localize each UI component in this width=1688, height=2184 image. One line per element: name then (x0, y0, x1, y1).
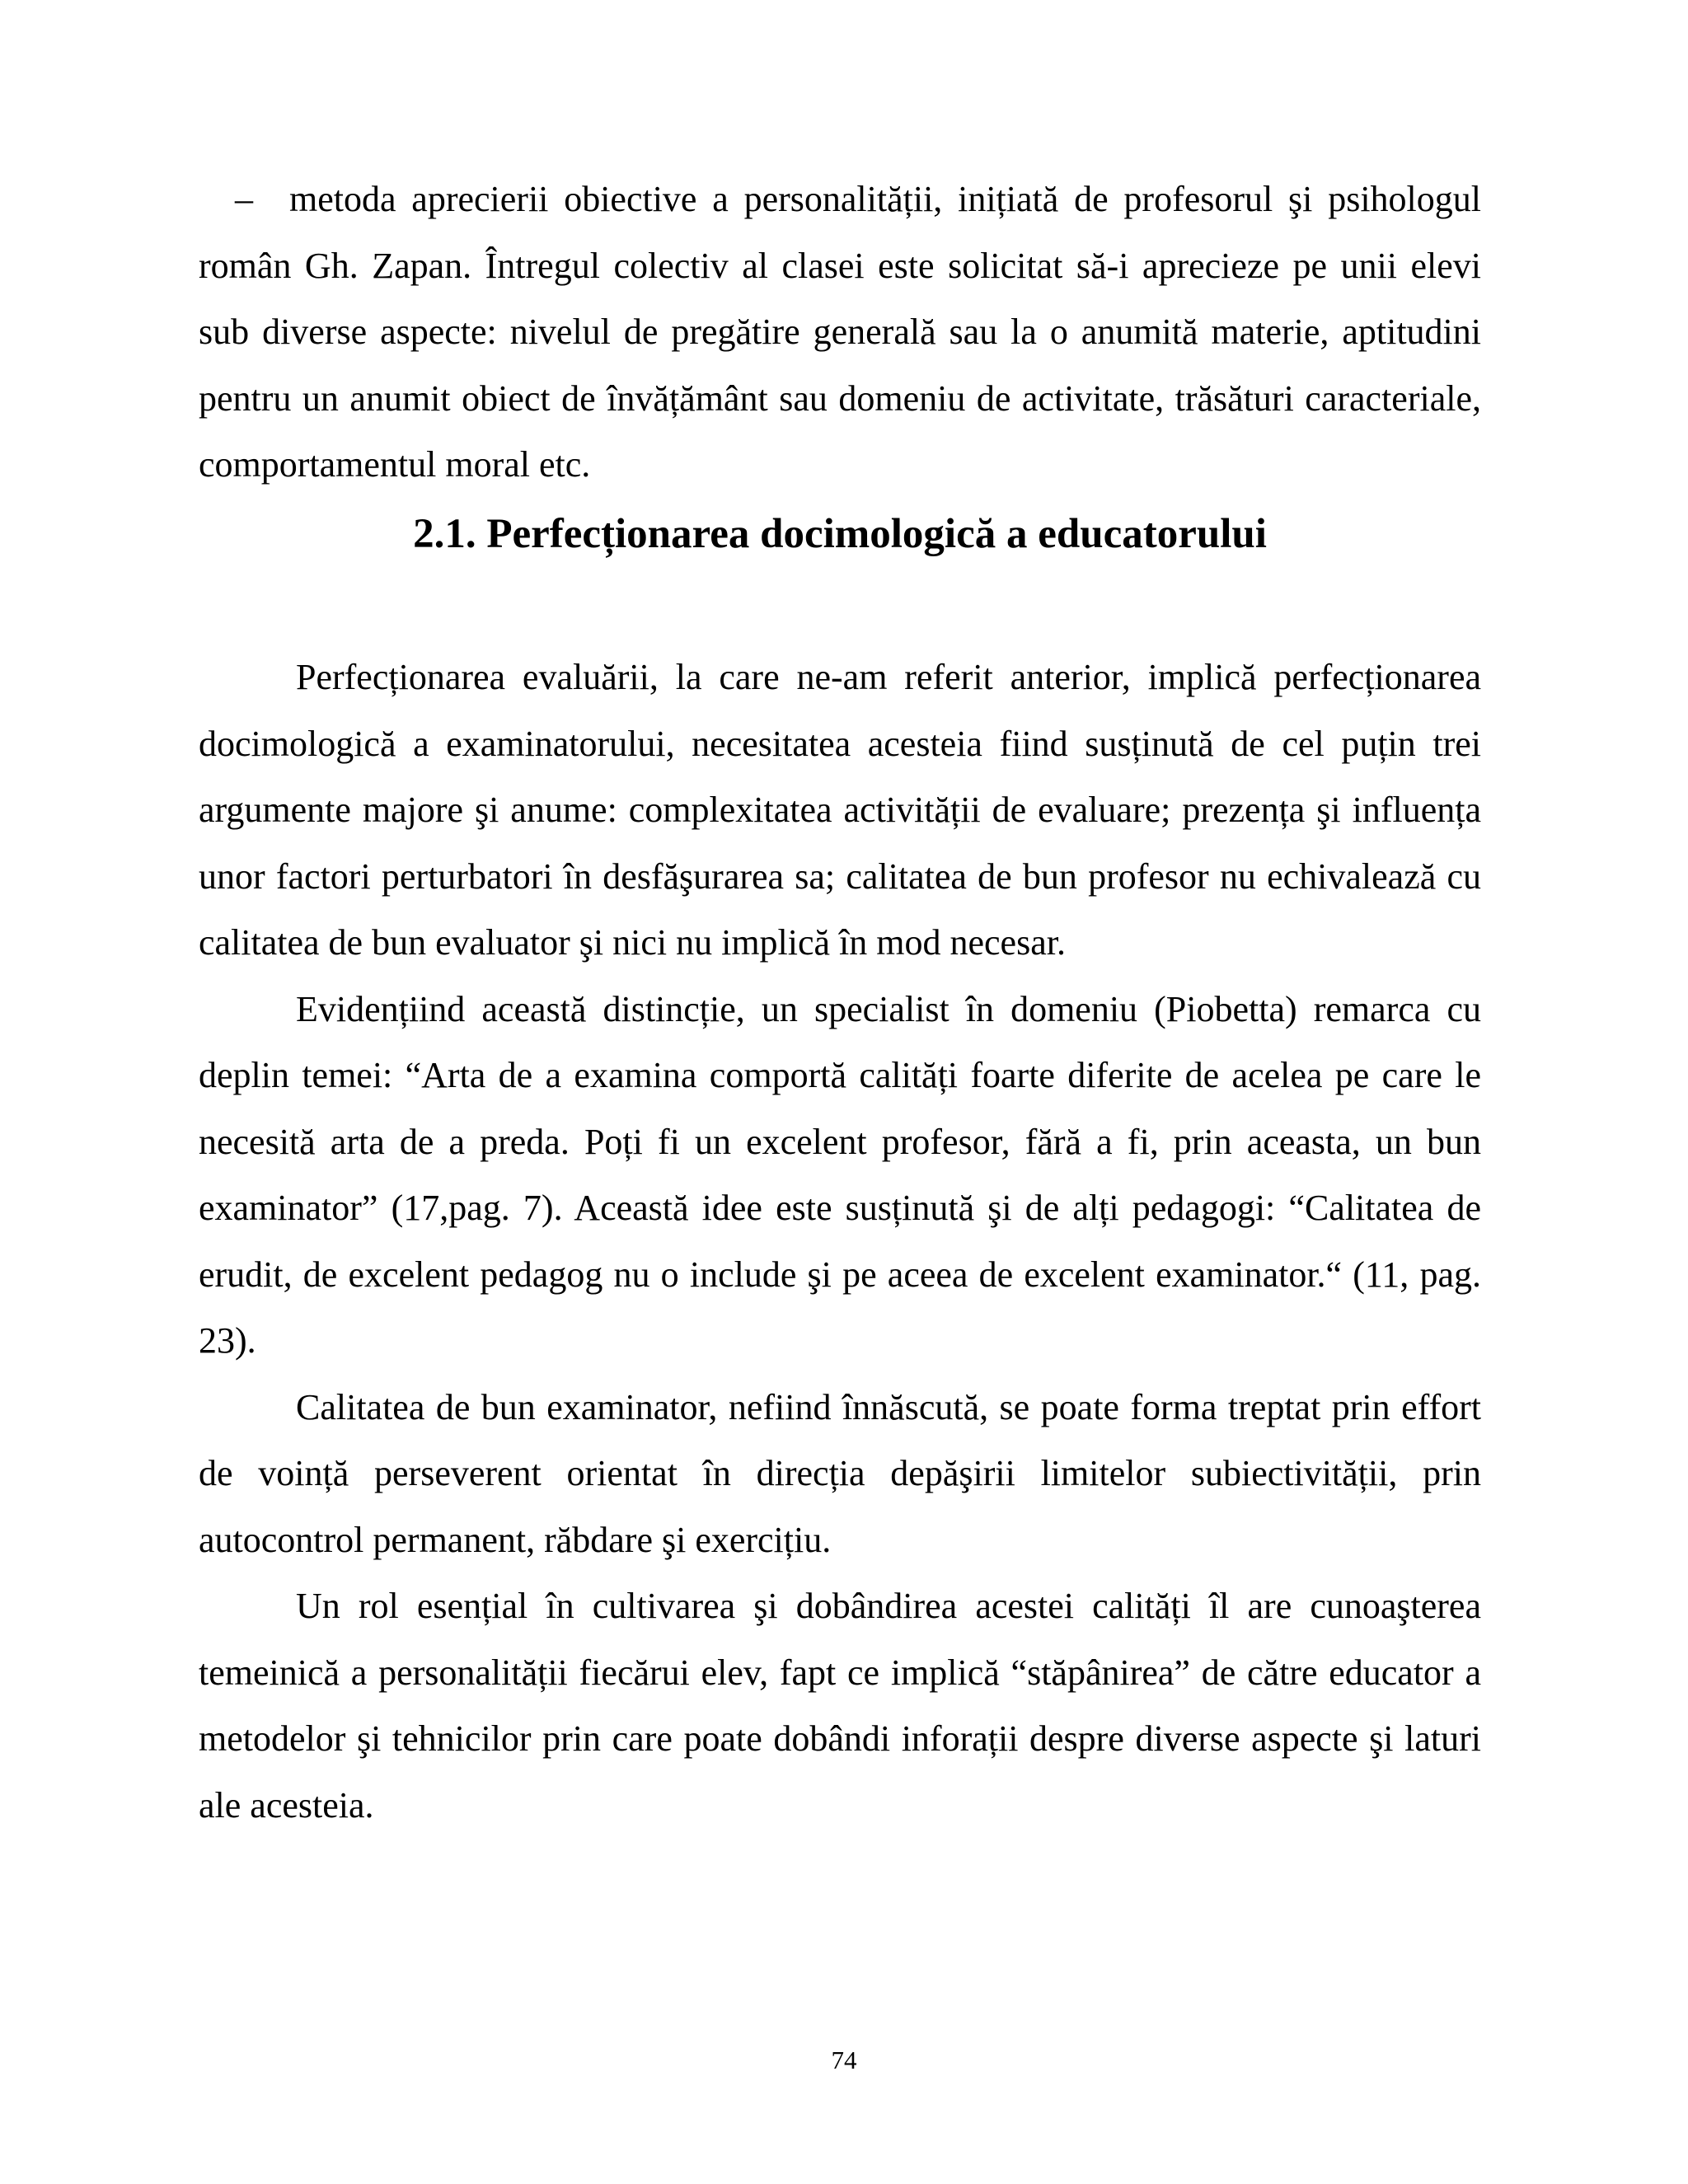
paragraph-2: Evidențiind această distincție, un specialist în domeniu (Piobetta) remarca cu deplin temei: “Arta de a examina comportă calități foarte diferite de acelea pe care le necesită arta de a preda. Poți fi un excelent profesor, fără a fi, prin aceasta, un bun examinator” (17,pag. 7). Această idee este susținută şi de alți pedagogi: “Calitatea de erudit, de excelent pedagog nu o include şi pe aceea de excelent examinator.“ (11, pag. 23). (199, 988, 1481, 1361)
paragraph-3: Calitatea de bun examinator, nefiind înnăscută, se poate forma treptat prin effort de voință perseverent orientat în direcția depăşirii limitelor subiectivității, prin autocontrol permanent, răbdare şi exercițiu. (199, 1386, 1481, 1560)
intro-list-item (199, 166, 1481, 499)
section-heading: 2.1. Perfecționarea docimologică a educatorului (413, 511, 1267, 557)
paragraph-1: Perfecționarea evaluării, la care ne-am referit anterior, implică perfecționarea docimologică a examinatorului, necesitatea acesteia fiind susținută de cel puțin trei argumente majore şi anume: complexitatea activității de evaluare; prezența şi influența unor factori perturbatori în desfăşurarea sa; calitatea de bun profesor nu echivalează cu calitatea de bun evaluator şi nici nu implică în mod necesar. (199, 657, 1481, 963)
page-number: 74 (831, 2046, 857, 2074)
paragraph-4: Un rol esențial în cultivarea şi dobândirea acestei calități îl are cunoaşterea temeinică a personalității fiecărui elev, fapt ce implică “stăpânirea” de către educator a metodelor şi tehnicilor prin care poate dobândi inforații despre diverse aspecte şi laturi ale acesteia. (199, 1586, 1481, 1825)
body-text (199, 644, 1481, 1839)
intro-paragraph (199, 166, 1481, 499)
intro-text: metoda aprecierii obiective a personalității, inițiată de profesorul şi psihologul român Gh. Zapan. Întregul colectiv al clasei este solicitat să-i aprecieze pe unii elevi sub diverse aspecte: nivelul de pregătire generală sau la o anumită materie, aptitudini pentru un anumit obiect de învățământ sau domeniu de activitate, trăsături caracteriale, comportamentul moral etc. (199, 179, 1481, 485)
list-dash: – (235, 179, 253, 219)
